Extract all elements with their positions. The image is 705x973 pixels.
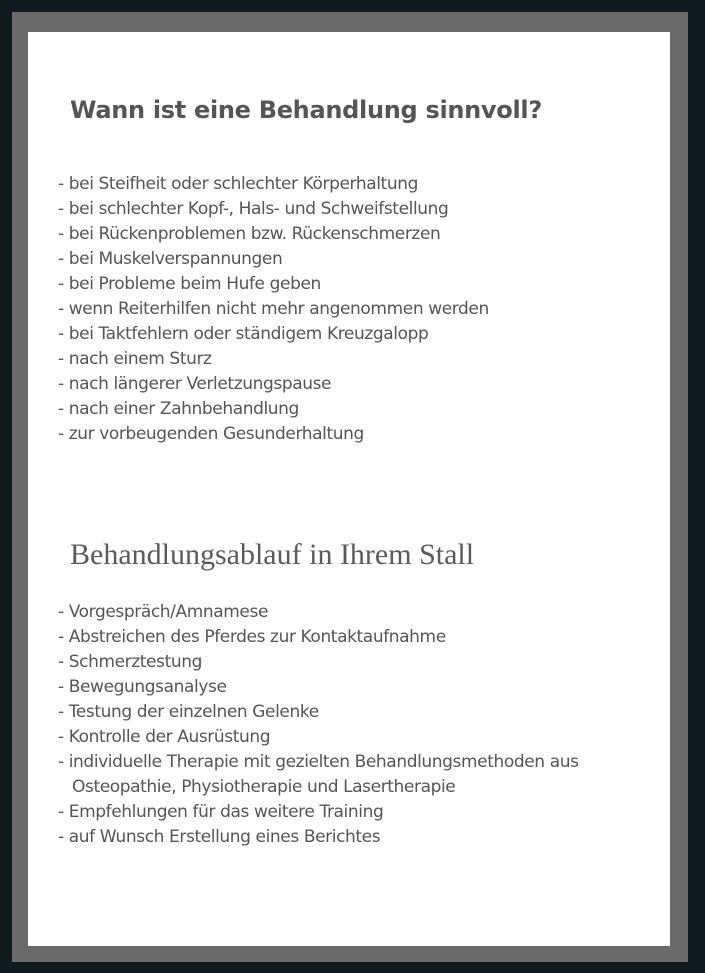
list-item: - Abstreichen des Pferdes zur Kontaktaufnahme [58, 627, 446, 647]
procedure-list [58, 600, 632, 850]
list-item: - auf Wunsch Erstellung eines Berichtes [58, 827, 381, 847]
list-item: - Schmerztestung [58, 652, 202, 672]
list-item: - nach einem Sturz [58, 349, 212, 369]
list-item: - Empfehlungen für das weitere Training [58, 802, 384, 822]
list-item: - wenn Reiterhilfen nicht mehr angenommen werden [58, 299, 489, 319]
heading-when-treatment-useful: Wann ist eine Behandlung sinnvoll? [70, 96, 542, 124]
list-item: - bei Steifheit oder schlechter Körperhaltung [58, 174, 418, 194]
list-item: - Testung der einzelnen Gelenke [58, 702, 319, 722]
list-item: - nach einer Zahnbehandlung [58, 399, 299, 419]
list-item: - bei schlechter Kopf-, Hals- und Schweifstellung [58, 199, 449, 219]
list-item: - bei Muskelverspannungen [58, 249, 283, 269]
list-item: - Vorgespräch/Amnamese [58, 602, 269, 622]
list-item: - bei Rückenproblemen bzw. Rückenschmerzen [58, 224, 441, 244]
list-item: - bei Probleme beim Hufe geben [58, 274, 321, 294]
list-item: - nach längerer Verletzungspause [58, 374, 332, 394]
list-item: - zur vorbeugenden Gesunderhaltung [58, 424, 364, 444]
heading-treatment-procedure: Behandlungsablauf in Ihrem Stall [70, 538, 475, 571]
list-item: - Bewegungsanalyse [58, 677, 227, 697]
list-item: - bei Taktfehlern oder ständigem Kreuzgalopp [58, 324, 429, 344]
list-item: - Kontrolle der Ausrüstung [58, 727, 271, 747]
indications-list [58, 172, 489, 447]
list-item: - individuelle Therapie mit gezielten Behandlungsmethoden aus Osteopathie, Physiotherapie und Lasertherapie [58, 752, 579, 797]
